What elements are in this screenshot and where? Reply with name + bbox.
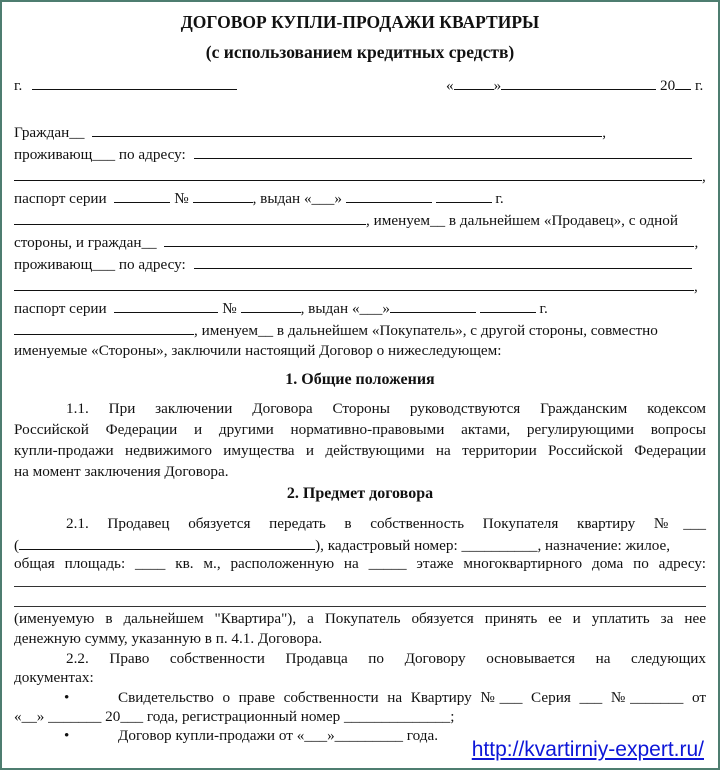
section-2-2-line-1: 2.2. Право собственности Продавца по Договору основывается на следующих <box>66 650 706 667</box>
buyer-address-field-2[interactable] <box>14 275 694 291</box>
document-subtitle: (с использованием кредитных средств) <box>205 42 515 62</box>
address-field-line-1[interactable] <box>14 586 706 587</box>
buyer-passport-series-field[interactable] <box>114 297 218 313</box>
section-1-para-line-2: Российской Федерации и другими нормативно-правовыми актами, регулирующими вопросы <box>14 421 706 438</box>
bullet-icon: • <box>64 727 70 744</box>
seller-passport-issued-by-field[interactable] <box>346 187 432 203</box>
date-day-field[interactable] <box>454 74 494 90</box>
website-link[interactable]: http://kvartirniy-expert.ru/ <box>471 738 704 761</box>
buyer-address-field[interactable] <box>194 253 692 269</box>
document-title: ДОГОВОР КУПЛИ-ПРОДАЖИ КВАРТИРЫ <box>180 12 540 32</box>
buyer-passport-number-field[interactable] <box>241 297 301 313</box>
section-2-1-line-5: денежную сумму, указанную в п. 4.1. Договора. <box>14 630 323 647</box>
seller-address-line-2: , <box>14 165 706 185</box>
section-1-para-line-1: 1.1. При заключении Договора Стороны руководствуются Гражданским кодексом <box>66 400 706 417</box>
buyer-extra-field[interactable] <box>14 319 194 335</box>
buyer-citizen-line: стороны, и граждан__ , <box>14 231 706 251</box>
date-year-field[interactable] <box>675 74 691 90</box>
section-1-para-line-3: купли-продажи недвижимого имущества и действующими на территории Российской Федерации <box>14 442 706 459</box>
apartment-description-field[interactable] <box>19 534 315 550</box>
seller-address-line: проживающ___ по адресу: <box>14 143 706 163</box>
seller-passport-year-field[interactable] <box>436 187 492 203</box>
address-field-line-2[interactable] <box>14 606 706 607</box>
seller-passport-line: паспорт серии № , выдан «___» г. <box>14 187 706 207</box>
city-date-line <box>14 74 706 94</box>
section-2-heading: 2. Предмет договора <box>286 485 434 502</box>
buyer-address-line: проживающ___ по адресу: <box>14 253 706 273</box>
seller-address-field[interactable] <box>194 143 692 159</box>
section-2-1-line-1: 2.1. Продавец обязуется передать в собственность Покупателя квартиру №___ <box>66 515 706 532</box>
seller-citizen-line: Граждан__ , <box>14 121 706 141</box>
section-1-heading: 1. Общие положения <box>285 371 435 388</box>
seller-name-field[interactable] <box>92 121 602 137</box>
city-label: г. <box>14 77 23 94</box>
date-month-field[interactable] <box>501 74 656 90</box>
buyer-passport-year-field[interactable] <box>480 297 536 313</box>
buyer-named-line: , именуем__ в дальнейшем «Покупатель», с другой стороны, совместно <box>14 319 706 339</box>
city-field[interactable] <box>32 74 237 90</box>
section-2-1-line-4: (именуемую в дальнейшем "Квартира"), а Покупатель обязуется принять ее и уплатить за нее <box>14 610 706 627</box>
buyer-passport-line: паспорт серии № , выдан «___» г. <box>14 297 706 317</box>
bullet-item-certificate: • Свидетельство о праве собственности на Квартиру №___ Серия ___ №_______ от <box>64 689 706 706</box>
seller-passport-number-field[interactable] <box>193 187 253 203</box>
buyer-address-line-2: , <box>14 275 706 295</box>
section-1-para-line-4: на момент заключения Договора. <box>14 463 229 480</box>
section-2-2-line-2: документах: <box>14 669 94 686</box>
section-2-1-line-2: ( ), кадастровый номер: __________, назначение: жилое, <box>14 534 706 554</box>
date-block: « » 20 г. <box>446 74 703 96</box>
buyer-passport-issued-by-field[interactable] <box>390 297 476 313</box>
seller-passport-series-field[interactable] <box>114 187 170 203</box>
seller-address-field-2[interactable] <box>14 165 702 181</box>
buyer-name-field[interactable] <box>164 231 694 247</box>
bullet-icon: • <box>64 689 70 706</box>
bullet-item-sale-contract: • Договор купли-продажи от «___»_________ года. <box>64 727 439 744</box>
parties-line: именуемые «Стороны», заключили настоящий Договор о нижеследующем: <box>14 342 502 359</box>
seller-extra-field[interactable] <box>14 209 366 225</box>
section-2-1-line-3: общая площадь: ____ кв. м., расположенную на _____ этаже многоквартирного дома по адресу: <box>14 555 706 572</box>
seller-named-line: , именуем__ в дальнейшем «Продавец», с одной <box>14 209 706 229</box>
bullet-item-certificate-line-2: «__» _______ 20___ года, регистрационный номер ______________; <box>14 708 455 725</box>
